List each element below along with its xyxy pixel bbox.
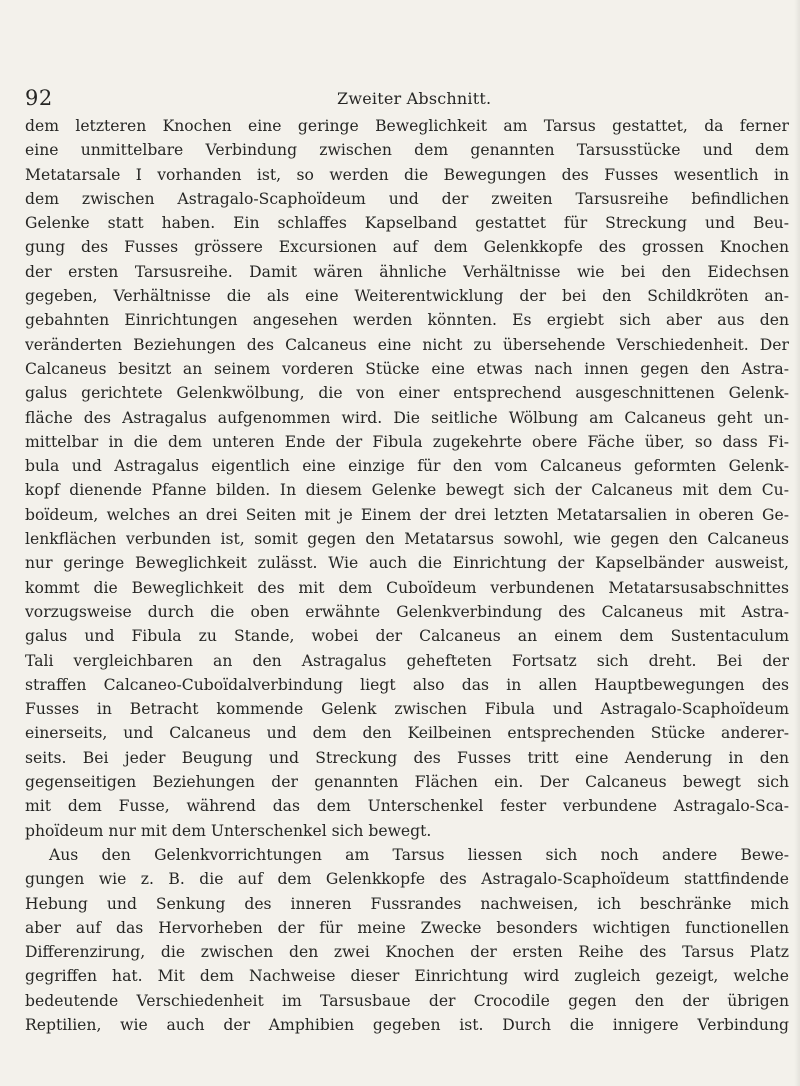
running-head: Zweiter Abschnitt. bbox=[337, 89, 492, 108]
text-line: Reptilien, wie auch der Amphibien gegeben ist. Durch die innigere Verbindung bbox=[25, 1015, 789, 1034]
text-line: Calcaneus besitzt an seinem vorderen Stücke eine etwas nach innen gegen den Astra- bbox=[25, 359, 789, 378]
text-line: einerseits, und Calcaneus und dem den Keilbeinen entsprechenden Stücke anderer- bbox=[25, 724, 789, 743]
text-line: Fusses in Betracht kommende Gelenk zwischen Fibula und Astragalo-Scaphoïdeum bbox=[25, 700, 789, 719]
text-line: Gelenke statt haben. Ein schlaffes Kapselband gestattet für Streckung und Beu- bbox=[25, 214, 789, 233]
text-line: Metatarsale I vorhanden ist, so werden die Bewegungen des Fusses wesentlich in bbox=[25, 165, 789, 184]
text-line: gegenseitigen Beziehungen der genannten Flächen ein. Der Calcaneus bewegt sich bbox=[25, 773, 789, 792]
text-line: Differenzirung, die zwischen den zwei Knochen der ersten Reihe des Tarsus Platz bbox=[25, 943, 789, 962]
text-line: mit dem Fusse, während das dem Unterschenkel fester verbundene Astragalo-Sca- bbox=[25, 797, 789, 816]
text-line: nur geringe Beweglichkeit zulässt. Wie auch die Einrichtung der Kapselbänder ausweist, bbox=[25, 554, 789, 573]
text-line: galus gerichtete Gelenkwölbung, die von einer entsprechend ausgeschnittenen Gelenk- bbox=[25, 384, 789, 403]
text-line: lenkflächen verbunden ist, somit gegen den Metatarsus sowohl, wie gegen den Calcaneus bbox=[25, 530, 789, 549]
text-line: seits. Bei jeder Beugung und Streckung des Fusses tritt eine Aenderung in den bbox=[25, 748, 789, 767]
text-line: aber auf das Hervorheben der für meine Zwecke besonders wichtigen functionellen bbox=[25, 918, 789, 937]
text-line: gebahnten Einrichtungen angesehen werden könnten. Es ergiebt sich aber aus den bbox=[25, 311, 789, 330]
text-line: der ersten Tarsusreihe. Damit wären ähnliche Verhältnisse wie bei den Eidechsen bbox=[25, 262, 789, 281]
text-line: bula und Astragalus eigentlich eine einzige für den vom Calcaneus geformten Gelenk- bbox=[25, 457, 789, 476]
text-line: boïdeum, welches an drei Seiten mit je Einem der drei letzten Metatarsalien in oberen Ge- bbox=[25, 505, 789, 524]
text-line: mittelbar in die dem unteren Ende der Fibula zugekehrte obere Fäche über, so dass Fi- bbox=[25, 432, 789, 451]
text-line: straffen Calcaneo-Cuboïdalverbindung liegt also das in allen Hauptbewegungen des bbox=[25, 675, 789, 694]
text-line: Hebung und Senkung des inneren Fussrandes nachweisen, ich beschränke mich bbox=[25, 894, 789, 913]
text-line: gegriffen hat. Mit dem Nachweise dieser Einrichtung wird zugleich gezeigt, welche bbox=[25, 967, 789, 986]
page-header bbox=[25, 84, 795, 114]
text-line: dem zwischen Astragalo-Scaphoïdeum und der zweiten Tarsusreihe befindlichen bbox=[25, 189, 789, 208]
text-line: vorzugsweise durch die oben erwähnte Gelenkverbindung des Calcaneus mit Astra- bbox=[25, 602, 789, 621]
text-line: galus und Fibula zu Stande, wobei der Calcaneus an einem dem Sustentaculum bbox=[25, 627, 789, 646]
page-number: 92 bbox=[25, 86, 53, 110]
text-line: kopf dienende Pfanne bilden. In diesem Gelenke bewegt sich der Calcaneus mit dem Cu- bbox=[25, 481, 789, 500]
text-line: Tali vergleichbaren an den Astragalus gehefteten Fortsatz sich dreht. Bei der bbox=[25, 651, 789, 670]
text-line: dem letzteren Knochen eine geringe Beweglichkeit am Tarsus gestattet, da ferner bbox=[25, 117, 789, 135]
text-line: veränderten Beziehungen des Calcaneus eine nicht zu übersehende Verschiedenheit. Der bbox=[25, 335, 789, 354]
text-line: gung des Fusses grössere Excursionen auf dem Gelenkkopfe des grossen Knochen bbox=[25, 238, 789, 257]
text-line: gungen wie z. B. die auf dem Gelenkkopfe des Astragalo-Scaphoïdeum stattfindende bbox=[25, 870, 789, 889]
text-line: Aus den Gelenkvorrichtungen am Tarsus liessen sich noch andere Bewe- bbox=[49, 845, 789, 864]
text-line: bedeutende Verschiedenheit im Tarsusbaue der Crocodile gegen den der übrigen bbox=[25, 991, 789, 1010]
body-text bbox=[25, 114, 789, 1037]
text-line: kommt die Beweglichkeit des mit dem Cuboïdeum verbundenen Metatarsusabschnittes bbox=[25, 578, 789, 597]
text-line: gegeben, Verhältnisse die als eine Weiterentwicklung der bei den Schildkröten an- bbox=[25, 287, 789, 306]
text-line: eine unmittelbare Verbindung zwischen dem genannten Tarsusstücke und dem bbox=[25, 141, 789, 160]
text-line: phoïdeum nur mit dem Unterschenkel sich bewegt. bbox=[25, 821, 432, 840]
text-line: fläche des Astragalus aufgenommen wird. Die seitliche Wölbung am Calcaneus geht un- bbox=[25, 408, 789, 427]
